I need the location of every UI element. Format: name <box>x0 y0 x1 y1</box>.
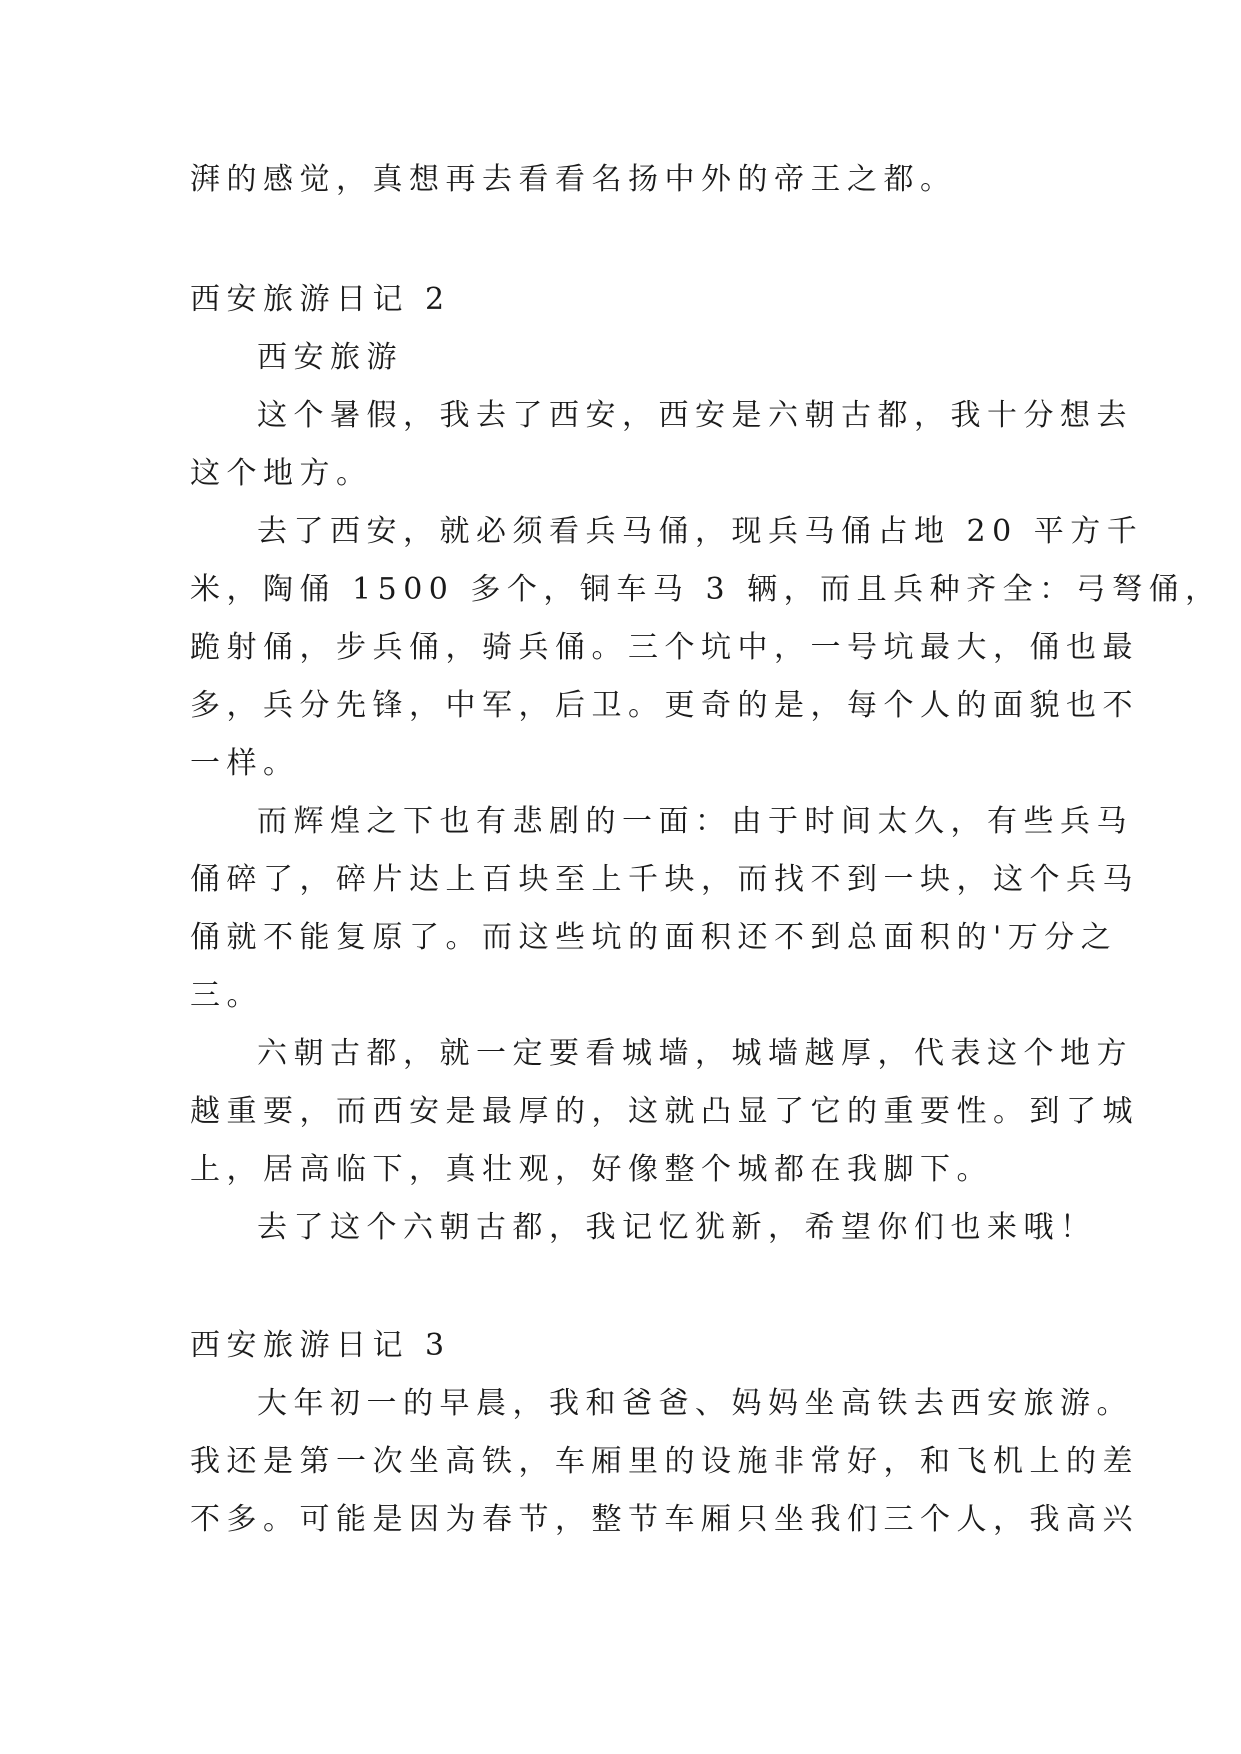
essay-title: 西安旅游 <box>257 340 403 375</box>
section-heading: 西安旅游日记 3 <box>190 1328 451 1363</box>
paragraph-line: 三。 <box>190 978 263 1013</box>
paragraph-line: 不多。可能是因为春节，整节车厢只坐我们三个人，我高兴 <box>190 1502 1139 1537</box>
paragraph-line: 俑碎了，碎片达上百块至上千块，而找不到一块，这个兵马 <box>190 862 1139 897</box>
paragraph-line: 米，陶俑 1500 多个，铜车马 3 辆，而且兵种齐全：弓弩俑， <box>190 572 1222 607</box>
section-heading: 西安旅游日记 2 <box>190 282 451 317</box>
paragraph-line: 这个地方。 <box>190 456 373 491</box>
paragraph-line: 上，居高临下，真壮观，好像整个城都在我脚下。 <box>190 1152 993 1187</box>
paragraph-line: 多，兵分先锋，中军，后卫。更奇的是，每个人的面貌也不 <box>190 688 1139 723</box>
paragraph-line: 跪射俑，步兵俑，骑兵俑。三个坑中，一号坑最大，俑也最 <box>190 630 1139 665</box>
paragraph-line: 越重要，而西安是最厚的，这就凸显了它的重要性。到了城 <box>190 1094 1139 1129</box>
paragraph-line: 而辉煌之下也有悲剧的一面：由于时间太久，有些兵马 <box>257 804 1133 839</box>
paragraph-line: 去了这个六朝古都，我记忆犹新，希望你们也来哦！ <box>257 1210 1097 1245</box>
paragraph-line: 去了西安，就必须看兵马俑，现兵马俑占地 20 平方千 <box>257 514 1144 549</box>
paragraph-line: 大年初一的早晨，我和爸爸、妈妈坐高铁去西安旅游。 <box>257 1386 1133 1421</box>
paragraph-line: 我还是第一次坐高铁，车厢里的设施非常好，和飞机上的差 <box>190 1444 1139 1479</box>
paragraph-line: 湃的感觉，真想再去看看名扬中外的帝王之都。 <box>190 162 957 197</box>
paragraph-line: 俑就不能复原了。而这些坑的面积还不到总面积的'万分之 <box>190 920 1118 955</box>
paragraph-line: 一样。 <box>190 746 300 781</box>
paragraph-line: 这个暑假，我去了西安，西安是六朝古都，我十分想去 <box>257 398 1133 433</box>
paragraph-line: 六朝古都，就一定要看城墙，城墙越厚，代表这个地方 <box>257 1036 1133 1071</box>
